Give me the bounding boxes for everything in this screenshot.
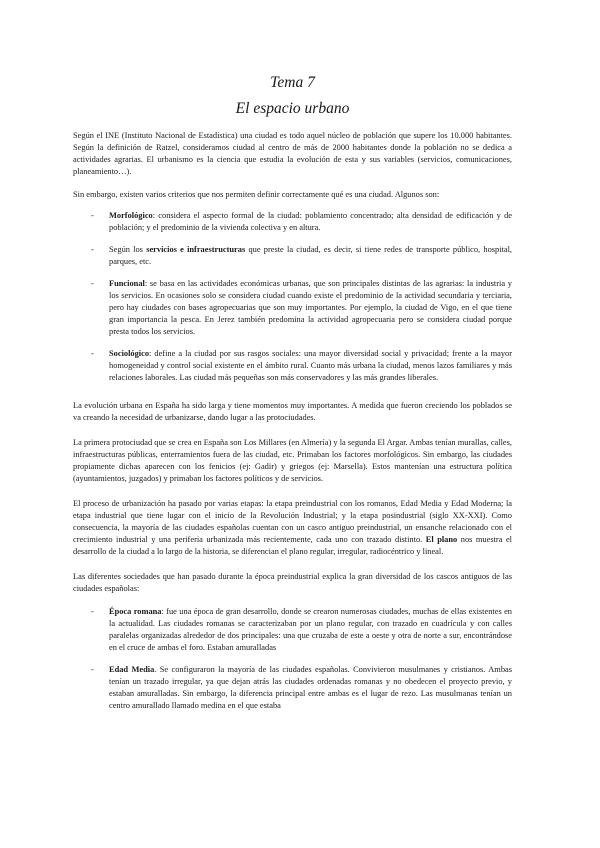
epoch-text: . Se configuraron la mayoría de las ciudades españolas. Convivieron musulmanes y cristianos. Ambas tenían un trazado irregular, ya que dejan atrás las ciudades ordenadas romanas y no obedecen el proyecto previo, y estaban amuralladas. Sin embargo, la diferencia principal entre ambas es el lugar de rezo. Las musulmanas tenían un centro amurallado llamado medina en el que estaba [109,665,512,710]
list-item [73,606,512,654]
criterion-prefix: Según los [109,245,147,254]
criteria-list [73,210,512,384]
list-dash: - [91,279,94,288]
urbanization-text-a: El proceso de urbanización ha pasado por varias etapas: la etapa preindustrial con los romanos, Edad Media y Edad Moderna; la etapa industrial que tiene lugar con el inicio de la Revolución Industrial; y la etapa posindustrial (siglo XX-XXI). Como consecuencia, la mayoría de las ciudades españolas cuentan con un casco antiguo preindustrial, un ensanche relacionado con el crecimiento industrial y una periferia urbanizada más recientemente, cada uno con trazado distinto. [73,499,512,544]
criterion-text: que preste la ciudad, es decir, si tiene redes de transporte público, hospital, parques, etc. [109,245,512,266]
list-item [73,210,512,234]
criterion-term: Funcional [109,279,145,288]
criterion-separator: : [152,211,156,220]
criterion-text: se basa en las actividades económicas urbanas, que son principales distintas de las agrarias: la industria y los servicios. En ocasiones solo se considera ciudad cuando existe el predominio de la actividad secundaria y terciaria, pero hay ciudades con bases agropecuarias que son muy importantes. Por ejemplo, la ciudad de Vigo, en el que tiene gran importancia la pesca. En Jerez también predomina la actividad agropecuaria pero se considera ciudad porque presta todos los servicios. [109,279,512,336]
evolution-paragraph: La evolución urbana en España ha sido larga y tiene momentos muy importantes. A medida que fueron creciendo los poblados se va creando la necesidad de urbanizarse, dando lugar a las protociudades. [73,401,512,422]
list-item [73,664,512,712]
criterion-term: Sociológico [109,349,150,358]
list-dash: - [91,245,94,254]
document-subtitle: El espacio urbano [235,100,350,117]
intro-paragraph: Según el INE (Instituto Nacional de Estadística) una ciudad es todo aquel núcleo de población que supere los 10.000 habitantes. Según la definición de Ratzel, consideramos ciudad al centro de más de 2000 habitantes donde la población no se dedica a actividades agrarias. El urbanismo es la ciencia que estudia la evolución de esta y sus variables (servicios, comunicaciones, planeamiento…). [73,131,512,176]
list-dash: - [91,665,94,674]
list-item [73,348,512,384]
criterion-separator: : [149,349,152,358]
criterion-term: servicios e infraestructuras [146,245,246,254]
epoch-term: Edad Media [109,665,155,674]
criteria-intro-paragraph: Sin embargo, existen varios criterios que nos permiten definir correctamente qué es una ciudad. Algunos son: [73,190,440,199]
criterion-term: Morfológico [109,211,153,220]
urbanization-paragraph [73,498,512,558]
epoch-term: Época romana [109,607,162,616]
epoch-text: : fue una época de gran desarrollo, donde se crearon numerosas ciudades, muchas de ellas existentes en la actualidad. Las ciudades romanas se caracterizaban por un plano regular, con trazado en cuadrícula y con calles paralelas organizadas alrededor de dos principales: una que cruzaba de este a oeste y otra de norte a sur, encontrándose en el cruce de ambas el foro. Estaban amuralladas [109,607,512,652]
urbanization-term: El plano [425,535,458,544]
list-dash: - [91,607,94,616]
list-item [73,278,512,338]
epochs-list [73,606,512,712]
criterion-text: define a la ciudad por sus rasgos sociales: una mayor diversidad social y privacidad; frente a la mayor homogeneidad y control social existente en el ámbito rural. Cuanto más urbana la ciudad, menos lazos familiares y más relaciones laborales. Las ciudad más pequeñas son más conservadores y las más grandes liberales. [109,349,512,382]
list-item [73,244,512,268]
urbanization-text-b: nos muestra el desarrollo de la ciudad a lo largo de la historia, se diferencian el plano regular, irregular, radiocéntrico y lineal. [73,535,512,556]
criterion-text: considera el aspecto formal de la ciudad: poblamiento concentrado; alta densidad de edificación y de población; y el predominio de la vivienda colectiva y en altura. [109,211,512,232]
societies-paragraph: Las diferentes sociedades que han pasado durante la época preindustrial explica la gran diversidad de los cascos antiguos de las ciudades españolas: [73,572,512,593]
protocity-paragraph: La primera protociudad que se crea en España son Los Millares (en Almería) y la segunda El Argar. Ambas tenían murallas, calles, infraestructuras públicas, enterramientos fuera de las ciudad, etc. Primaban los factores morfológicos. Sin embargo, las ciudades propiamente dichas aparecen con los fenicios (ej: Gadir) y griegos (ej: Marsella). Estos mantenían una estructura política (ayuntamientos, juzgados) y primaban los factores políticos y de servicios. [73,438,512,483]
list-dash: - [91,349,94,358]
criterion-separator: : [144,279,148,288]
document-title: Tema 7 [270,74,315,91]
list-dash: - [91,211,94,220]
